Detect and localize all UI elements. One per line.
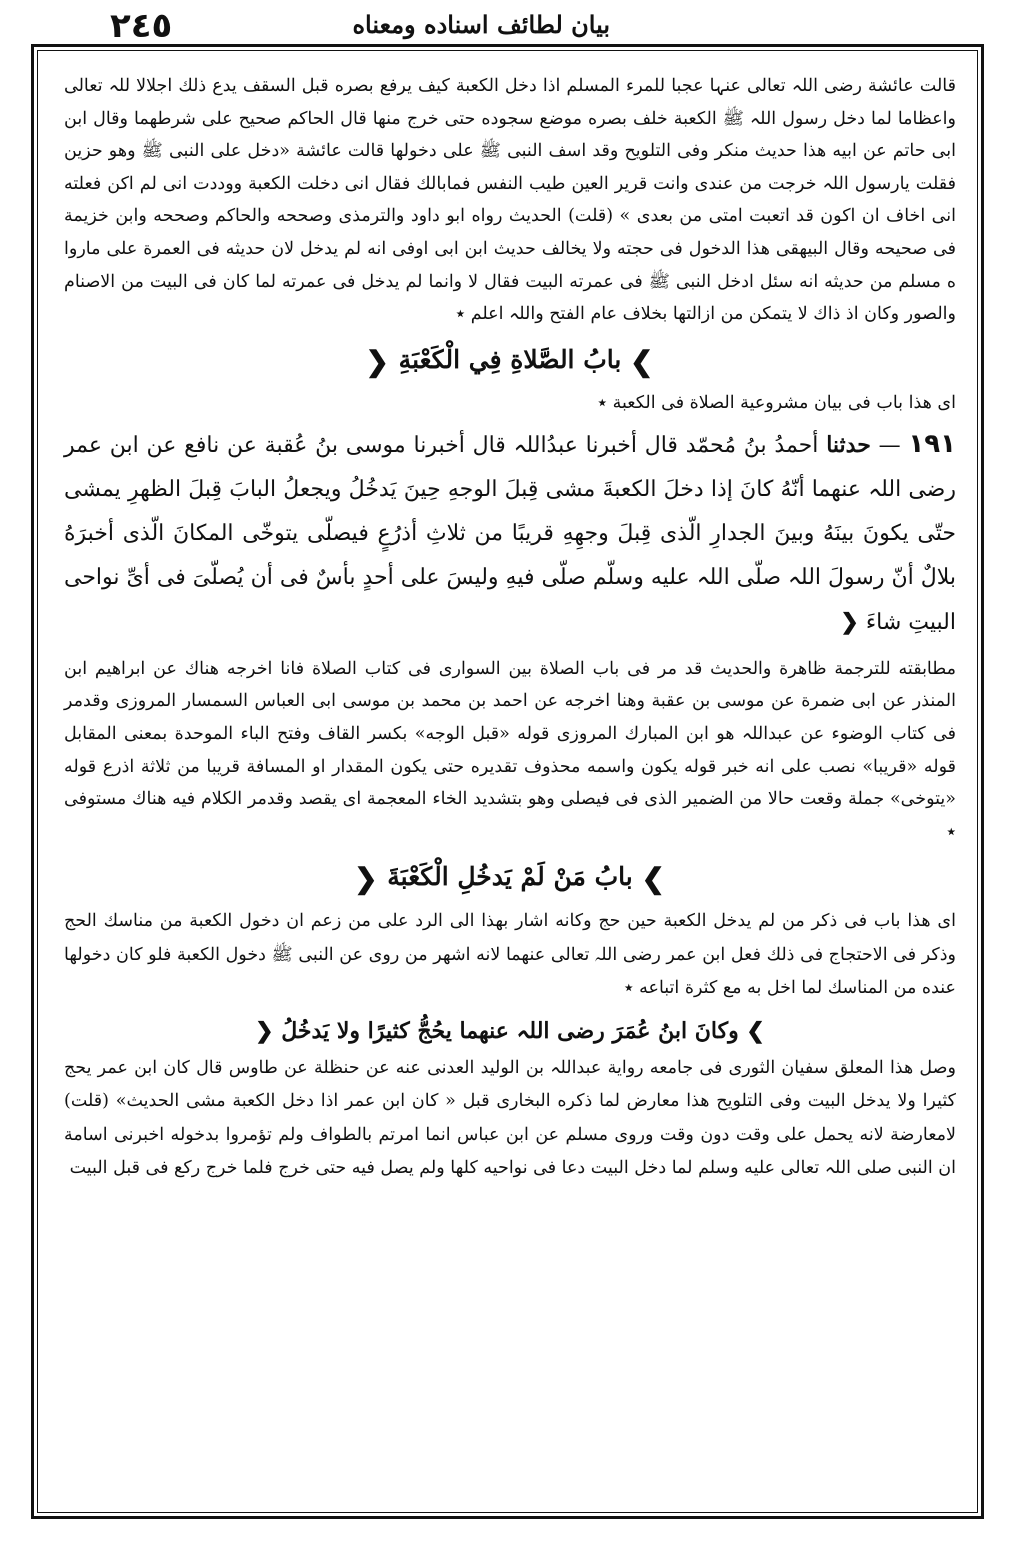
- running-title: بيان لطائف اسناده ومعناه: [352, 10, 610, 39]
- ornament-right-icon: ❯: [630, 344, 655, 378]
- ornament-left-icon: ❮: [365, 344, 390, 378]
- hadith-body: أحمدُ بنُ مُحمّد قال أخبرنا عبدُاللہ قال أخبرنا موسی بنُ عُقبة عن نافع عن ابن عمر رضی اللہ عنهما أنّهُ كانَ إذا دخلَ الكعبةَ مشی قِبلَ الوجهِ حِینَ یَدخُلُ ویجعلُ البابَ قِبلَ الظهرِ یمشی حتّی یكونَ بینَهُ وبینَ الجدارِ الّذی قِبلَ وجهِهِ قریبًا من ثلاثِ أذرُعٍ فیصلّی یتوخّی المكانَ الّذی أخبرَهُ بلالٌ أنّ رسولَ اللہ صلّی اللہ علیه وسلّم صلّی فیهِ ولیسَ علی أحدٍ بأسٌ فی أن یُصلّیَ فی أیِّ نواحی البیتِ شاءَ: [64, 432, 956, 635]
- page-header: [40, 4, 1000, 48]
- page-body: [64, 70, 956, 1186]
- ornament-left-icon: ❮: [354, 862, 379, 896]
- commentary-paragraph: مطابقته للترجمة ظاهرة والحدیث قد مر فی باب الصلاة بین السواری فی كتاب الصلاة فانا اخرجه هناك عن ابراهیم ابن المنذر عن ابی ضمرة عن موسی بن عقبة وهنا اخرجه عن احمد بن محمد بن موسی ابی العباس السمسار المروزی وقدمر فی كتاب الوضوء عن عبداللہ هو ابن المبارك المروزی قوله «قبل الوجه» بكسر القاف وفتح الباء الموحدة بمعنی المقابل قوله «قریبا» نصب علی انه خبر قوله یكون واسمه محذوف تقدیره حتی یكون المقدار او المسافة قریبا من ثلاثة اذرع قوله «یتوخی» جملة وقعت حالا من الضمیر الذی فی فیصلی وهو بتشدید الخاء المعجمة ای یقصد وقدمر الكلام فیه هناك مستوفی ٭: [64, 658, 956, 842]
- chapter-intro: ای هذا باب فی بیان مشروعیة الصلاة فی الكعبة ٭: [597, 392, 956, 413]
- chapter-title: بابُ الصَّلاةِ فِي الْكَعْبَةِ: [398, 344, 622, 374]
- quoted-narration: [64, 1018, 956, 1044]
- hadith-number: ١٩١: [908, 428, 956, 459]
- opening-paragraph: قالت عائشة رضی اللہ تعالی عنہا عجبا للمرء المسلم اذا دخل الكعبة كیف یرفع بصره قبل السقف یدع ذلك اجلالا للہ تعالی واعظاما لما دخل رسول اللہ ﷺ الكعبة خلف بصره موضع سجوده حتی خرج منها قال الحاكم صحیح علی شرطهما وقال ابن ابی حاتم عن ابیه هذا حدیث منكر وفی التلویح وقد اسف النبی ﷺ علی دخولها قالت عائشة «دخل علی النبی ﷺ وهو حزین فقلت یارسول اللہ خرجت من عندی وانت قریر العین طیب النفس فمابالك فقال انی دخلت الكعبة ووددت انی لم اكن فعلته انی اخاف ان اكون قد اتعبت امتی من بعدی » (قلت) الحدیث رواه ابو داود والترمذی وصححه والحاكم وصححه وابن خزیمة فی صحیحه وقال البیهقی هذا الدخول فی حجته ولا یخالف حدیث ابن ابی اوفی انه لم یدخل لان حدیثه فی العمرة علی ماروا ه مسلم من حدیثه انه سئل ادخل النبی ﷺ فی عمرته البیت فقال لا وانما لم یدخل فی عمرته لما كان فی البیت من الاصنام والصور وكان اذ ذاك لا یتمكن من ازالتها بخلاف عام الفتح واللہ اعلم ٭: [64, 76, 956, 325]
- chapter-explanation: ای هذا باب فی ذكر من لم یدخل الكعبة حین حج وكانه اشار بهذا الی الرد علی من زعم ان دخول الكعبة من مناسك الحج وذكر فی الاحتجاج فی ذلك فعل ابن عمر رضی اللہ تعالی عنهما لانه اشهر من روی عن النبی ﷺ دخول الكعبة فلو كان دخولها عنده من المناسك لما اخل به مع كثرة اتباعه ٭: [64, 911, 956, 999]
- chapter-title: بابُ مَنْ لَمْ یَدخُلِ الْكَعْبَةَ: [387, 862, 633, 892]
- chapter-heading-prayer-in-kaaba: [64, 345, 956, 378]
- chapter-heading-not-entering-kaaba: [64, 862, 956, 895]
- ornament-left-icon: ❮: [255, 1017, 274, 1044]
- ornament-end-icon: ❮: [840, 608, 859, 635]
- hadith-lead: حدثنا: [826, 431, 871, 458]
- quoted-text: وكانَ ابنُ عُمَرَ رضی اللہ عنهما یحُجُّ كثیرًا ولا یَدخُلُ: [281, 1017, 739, 1044]
- closing-paragraph: وصل هذا المعلق سفیان الثوری فی جامعه روایة عبداللہ بن الولید العدنی عنه عن حنظلة عن طاوس قال كان ابن عمر یحج كثیرا ولا یدخل البیت وفی التلویح هذا معارض لما ذكره البخاری قبل « كان ابن عمر اذا دخل الكعبة مشی الحدیث» (قلت) لامعارضة لانه یحمل علی وقت دون وقت وروی مسلم عن ابن عباس انما امرتم بالطواف ولم تؤمروا بدخوله اخبرنی اسامة ان النبی صلی اللہ تعالی علیه وسلم لما دخل البیت دعا فی نواحیه كلها ولم یصل فیه حتی خرج فلما خرج ركع فی قبل البیت: [64, 1057, 956, 1179]
- ornament-right-icon: ❯: [746, 1017, 765, 1044]
- page-number: ٢٤٥: [110, 6, 173, 46]
- ornament-right-icon: ❯: [641, 862, 666, 896]
- hadith-text: ١٩١ — حدثنا أحمدُ بنُ مُحمّد قال أخبرنا عبدُاللہ قال أخبرنا موسی بنُ عُقبة عن نافع عن ابن عمر رضی اللہ عنهما أنّهُ كانَ إذا دخلَ الكعبةَ مشی قِبلَ الوجهِ حِینَ یَدخُلُ ویجعلُ البابَ قِبلَ الظهرِ یمشی حتّی یكونَ بینَهُ وبینَ الجدارِ الّذی قِبلَ وجهِهِ قریبًا من ثلاثِ أذرُعٍ فیصلّی یتوخّی المكانَ الّذی أخبرَهُ بلالٌ أنّ رسولَ اللہ صلّی اللہ علیه وسلّم صلّی فیهِ ولیسَ علی أحدٍ بأسٌ فی أن یُصلّیَ فی أیِّ نواحی البیتِ شاءَ ❮: [64, 422, 956, 645]
